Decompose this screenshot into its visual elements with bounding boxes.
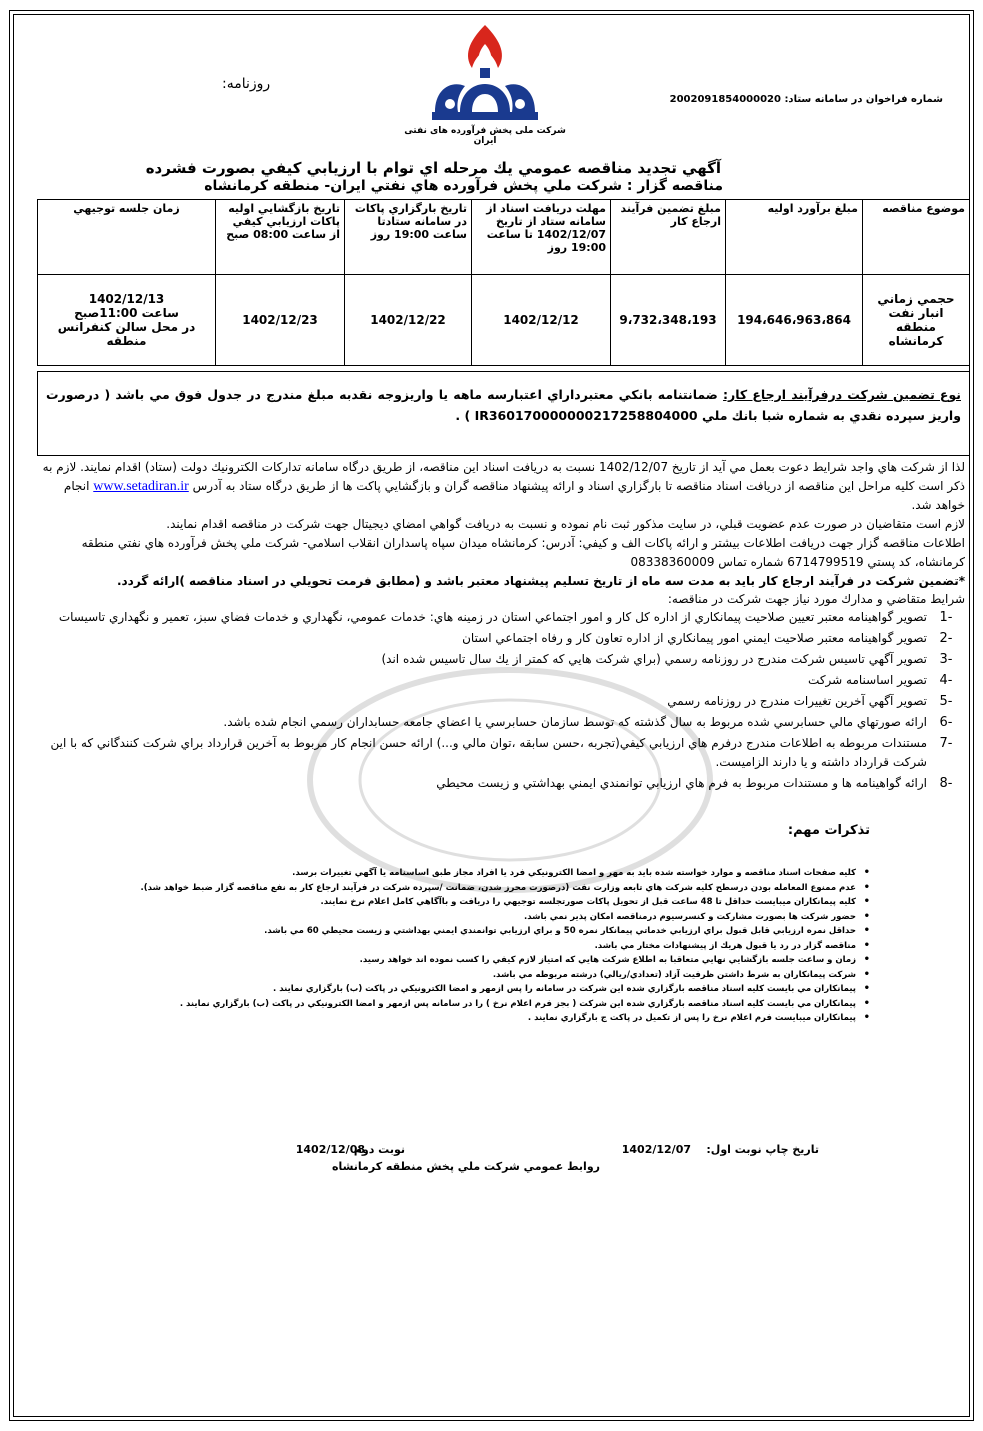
briefing-time: ساعت 11:00صبح: [74, 306, 179, 320]
paragraph-invitation: [40, 458, 965, 515]
note-item: • مناقصه گزار در رد يا قبول هريك از پيشنهادات مختار مي باشد.: [116, 939, 856, 954]
note-item: • پيمانكاران مي بايست كليه اسناد مناقصه بارگزاري شده اين شركت ( بجز فرم اعلام نرخ ) را در سامانه پس ازمهر و امضا الكترونيكي در پاكت (ب) بارگزاري نمايند .: [116, 997, 856, 1012]
item-text: تصوير اساسنامه شركت: [808, 673, 927, 687]
col-guarantee: مبلغ تضمين فرآيند ارجاع كار: [611, 200, 726, 275]
item-text: تصوير آگهي آخرين تغييرات مندرج در روزنامه رسمي: [667, 694, 927, 708]
col-upload-deadline: تاريخ بارگزاري پاكات در سامانه ستادتا ساعت 19:00 روز: [345, 200, 472, 275]
setadiran-link[interactable]: www.setadiran.ir: [93, 479, 189, 494]
list-item: [40, 692, 965, 711]
item-number: -8: [939, 776, 953, 791]
note-item: • پيمانكاران مي بايست كليه اسناد مناقصه بارگزاري شده اين شركت در سامانه را پس ازمهر و امضا الكترونيكي در پاكت (ب) بارگزاري نمايند .: [116, 982, 856, 997]
list-item: [40, 713, 965, 732]
list-item: [40, 650, 965, 669]
item-text: مستندات مربوطه به اطلاعات مندرج درفرم هاي ارزيابي كيفي(تجربه ،حسن سابقه ،توان مالي و...) ارائه حسن انجام كار مربوط به آخرين قرارداد براي شركت كنندگاني كه با اين شركت قرارداد داشته و يا دارند الزاميست.: [50, 736, 927, 769]
call-number-value: 2002091854000020: [669, 94, 781, 105]
item-text: تصوير گواهينامه معتبر صلاحيت ايمني امور پيمانكاري از اداره تعاون كار و رفاه اجتماعي استان: [462, 631, 927, 645]
briefing-date: 1402/12/13: [88, 292, 165, 306]
newspaper-label: روزنامه:: [222, 76, 271, 92]
invitation-text: لذا از شركت هاي واجد شرايط دعوت بعمل مي آيد از تاريخ 1402/12/07 نسبت به دريافت اسناد اين مناقصه، از طريق درگاه سامانه تداركات الكترونيك دولت (ستاد) اقدام نمايند. لازم به ذكر است كليه مراحل اين مناقصه از دريافت اسناد مناقصه تا بارگزاري اسناد و ارائه پيشنهاد مناقصه گران و بازگشايي پاكت ها از طريق درگاه ستاد به آدرس: [42, 460, 965, 493]
col-briefing: زمان جلسه توجيهي: [38, 200, 216, 275]
cell-briefing: [38, 275, 216, 366]
item-text: ارائه صورتهاي مالي حسابرسي شده مربوط به سال گذشته كه توسط سازمان حسابرسي يا اعضاي جامعه حسابداران رسمي انجام شده باشد.: [223, 715, 927, 729]
list-item: [40, 734, 965, 772]
item-number: -4: [939, 673, 953, 688]
list-item: [40, 629, 965, 648]
item-number: -7: [939, 736, 953, 751]
first-print-date: 1402/12/07: [621, 1143, 691, 1156]
notes-list: [116, 866, 870, 1026]
guarantee-text: ضمانتنامه بانكي معتبرداراي اعتبارسه ماهه يا واريزوجه نقدبه مبلغ مندرج در جدول فوق مي باشد ( درصورت واريز سپرده نقدي به شماره شبا بانك ملي IR360170000000217258804000 ) .: [46, 387, 961, 423]
cell-upload-deadline: 1402/12/22: [345, 275, 472, 366]
col-opening-date: تاريخ بازگشايي اوليه پاكات ارزيابي كيفي از ساعت 08:00 صبح: [216, 200, 345, 275]
guarantee-box: [37, 371, 970, 456]
note-item: • عدم ممنوع المعامله بودن درسطح كليه شركت هاي تابعه وزارت نفت (درصورت محرز شدن، ضمانت /سپرده شركت در فرآيند ارجاع كار به نفع مناقصه گزار ضبط خواهد شد).: [116, 881, 856, 896]
list-item: [40, 671, 965, 690]
notes-heading: تذكرات مهم:: [787, 823, 870, 838]
note-item: • پيمانكاران ميبايست فرم اعلام نرخ را پس از تكميل در پاكت ج بارگزاري نمايند .: [116, 1011, 856, 1026]
note-item: • حضور شركت ها بصورت مشاركت و كنسرسيوم درمناقصه امكان پذير نمي باشد.: [116, 910, 856, 925]
col-doc-deadline: مهلت دريافت اسناد از سامانه ستاد از تاريخ 1402/12/07 تا ساعت 19:00 روز: [472, 200, 611, 275]
note-item: • شركت پيمانكاران به شرط داشتن ظرفيت آزاد (تعدادي/ريالي) درشته مربوطه مي باشد.: [116, 968, 856, 983]
guarantee-label: نوع تضمين شركت درفرآيند ارجاع كار:: [723, 387, 961, 402]
first-print-label: تاريخ چاپ نوبت اول:: [706, 1143, 819, 1156]
tender-table: [37, 199, 970, 366]
item-number: -2: [939, 631, 953, 646]
note-item: • كليه صفحات اسناد مناقصه و موارد خواسته شده بايد به مهر و امضا الكترونيكي فرد يا افراد مجاز طبق اساسنامه يا آگهي تغييرات برسد.: [116, 866, 856, 881]
item-number: -1: [939, 610, 953, 625]
nioc-logo-icon: [420, 20, 550, 140]
cell-guarantee: 9،732،348،193: [611, 275, 726, 366]
col-estimate: مبلغ برآورد اوليه: [726, 200, 863, 275]
list-item: [40, 774, 965, 793]
note-item: • حداقل نمره ارزيابي قابل قبول براي ارزيابي خدماتي پيمانكار نمره 50 و براي ارزيابي توانمندي ايمني بهداشتي و زيست محيطي 60 مي باشد.: [116, 924, 856, 939]
call-number-label: شماره فراخوان در سامانه ستاد:: [784, 94, 943, 105]
invitation-end: انجام خواهد شد.: [63, 479, 965, 512]
notice-title: آگهي تجديد مناقصه عمومي يك مرحله اي توام با ارزيابي كيفي بصورت فشرده: [145, 159, 721, 177]
paragraph-requirements: شرايط متقاضي و مدارك مورد نياز جهت شركت در مناقصه:: [667, 592, 965, 606]
second-print-label: نوبت دوم: [353, 1143, 405, 1156]
item-number: -5: [939, 694, 953, 709]
item-text: تصوير گواهينامه معتبر تعيين صلاحيت پيمانكاري از اداره كل كار و امور اجتماعي استان در زمينه هاي: خدمات عمومي، نگهداري و خدمات فضاي سبز، تعمير و نگهداري تاسيسات: [58, 610, 927, 624]
table-row: [38, 275, 970, 366]
call-number: [670, 94, 943, 105]
signature: روابط عمومي شركت ملي پخش منطقه كرمانشاه: [331, 1160, 600, 1173]
col-subject: موضوع مناقصه: [863, 200, 970, 275]
cell-opening-date: 1402/12/23: [216, 275, 345, 366]
list-item: [40, 608, 965, 627]
paragraph-guarantee-note: *تضمين شركت در فرآيند ارجاع كار بايد به مدت سه ماه از تاريخ تسليم پيشنهاد معتبر باشد و (مطابق فرمت تحويلي در اسناد مناقصه )ارائه گردد.: [116, 574, 965, 588]
table-header-row: [38, 200, 970, 275]
item-text: تصوير آگهي تاسيس شركت مندرج در روزنامه رسمي (براي شركت هايي كه كمتر از يك سال تاسيس شده اند): [381, 652, 927, 666]
cell-subject: حجمي زماني انبار نفت منطقه كرمانشاه: [863, 275, 970, 366]
cell-doc-deadline: 1402/12/12: [472, 275, 611, 366]
briefing-place: در محل سالن كنفرانس منطقه: [57, 320, 196, 348]
item-number: -3: [939, 652, 953, 667]
note-item: • كليه پيمانكاران ميبايست حداقل تا 48 ساعت قبل از تحويل پاكات صورتجلسه توجيهي را دريافت و باآگاهي كامل اعلام نرخ نمايند.: [116, 895, 856, 910]
tenderer-title: مناقصه گزار : شركت ملي پخش فرآورده هاي نفتي ايران- منطقه كرمانشاه: [204, 178, 723, 194]
cell-estimate: 194،646،963،864: [726, 275, 863, 366]
item-text: ارائه گواهينامه ها و مستندات مربوط به فرم هاي ارزيابي توانمندي ايمني بهداشتي و زيست محيطي: [436, 776, 927, 790]
note-item: • زمان و ساعت جلسه بازگشايي نهايي متعاقبا به اطلاع شركت هايي كه امتياز لازم كيفي را كسب نموده اند خواهد رسيد.: [116, 953, 856, 968]
company-caption: شرکت ملی پخش فرآورده های نفتی ایران: [404, 126, 566, 146]
item-number: -6: [939, 715, 953, 730]
requirements-list: [40, 608, 965, 795]
paragraph-contact: اطلاعات مناقصه گزار جهت دريافت اطلاعات بيشتر و ارائه پاكات الف و كيفي: آدرس: كرمانشاه ميدان سپاه پاسداران انقلاب اسلامي- شركت ملي پخش فرآورده هاي نفتي منطقه كرمانشاه، كد پستي 6714799519 شماره تماس 08338360009: [81, 536, 965, 569]
second-print-date: 1402/12/08: [295, 1143, 365, 1156]
paragraph-registration: لازم است متقاضيان در صورت عدم عضويت قبلي، در سايت مذكور ثبت نام نموده و نسبت به دريافت گواهي امضاي ديجيتال جهت شركت در مناقصه اقدام نمايند.: [166, 517, 965, 531]
